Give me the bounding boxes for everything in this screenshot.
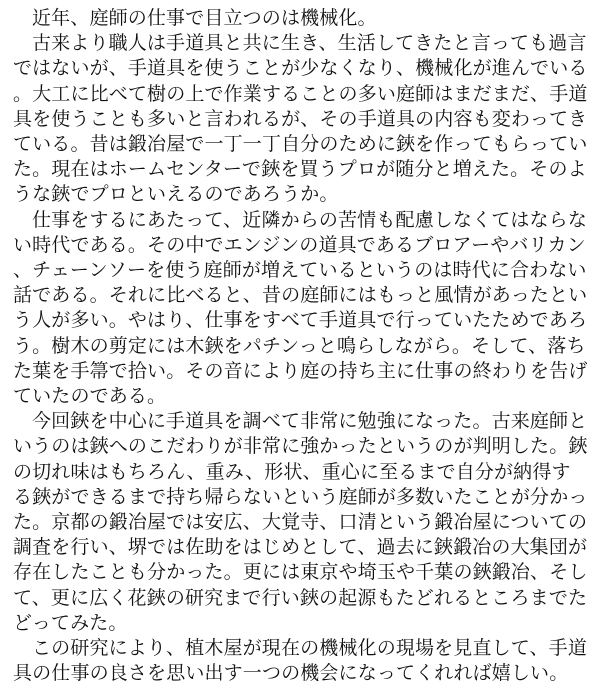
paragraph-conclusion: この研究により、植木屋が現在の機械化の現場を見直して、手道具の仕事の良さを思い出す一つの機会になってくれれば嬉しい。 <box>13 637 587 685</box>
paragraph-research-findings: 今回鋏を中心に手道具を調べて非常に勉強になった。古来庭師というのは鋏へのこだわりが非常に強かったというのが判明した。鋏の切れ味はもちろん、重み、形状、重心に至るまで自分が納得する鋏ができるまで持ち帰らないという庭師が多数いたことが分かった。京都の鍛冶屋では安広、大覚寺、口清という鍛冶屋についての調査を行い、堺では佐助をはじめとして、過去に鋏鍛冶の大集団が存在したことも分かった。更には東京や埼玉や千葉の鋏鍛冶、そして、更に広く花鋏の研究まで行い鋏の起源もたどれるところまでたどってみた。 <box>13 410 588 634</box>
paragraph-noise-and-engines: 仕事をするにあたって、近隣からの苦情も配慮しなくてはならない時代である。その中でエンジンの道具であるブロアーやバリカン、チェーンソーを使う庭師が増えているというのは時代に合わない話である。それに比べると、昔の庭師にはもっと風情があったという人が多い。やはり、仕事をすべて手道具で行っていたためであろう。樹木の剪定には木鋏をパチンっと鳴らしながら。そして、落ちた葉を手箒で拾い。その音により庭の持ち主に仕事の終わりを告げていたのである。 <box>13 208 588 408</box>
paragraph-intro: 近年、庭師の仕事で目立つのは機械化。 <box>32 7 377 29</box>
paragraph-craftsmen-tools: 古来より職人は手道具と共に生き、生活してきたと言っても過言ではないが、手道具を使うことが少なくなり、機械化が進んでいる。大工に比べて樹の上で作業することの多い庭師はまだまだ、手道具を使うことも多いと言われるが、その手道具の内容も変わってきている。昔は鍛冶屋で一丁一丁自分のために鋏を作ってもらっていた。現在はホームセンターで鋏を買うプロが随分と増えた。そのような鋏でプロといえるのであろうか。 <box>13 32 588 206</box>
